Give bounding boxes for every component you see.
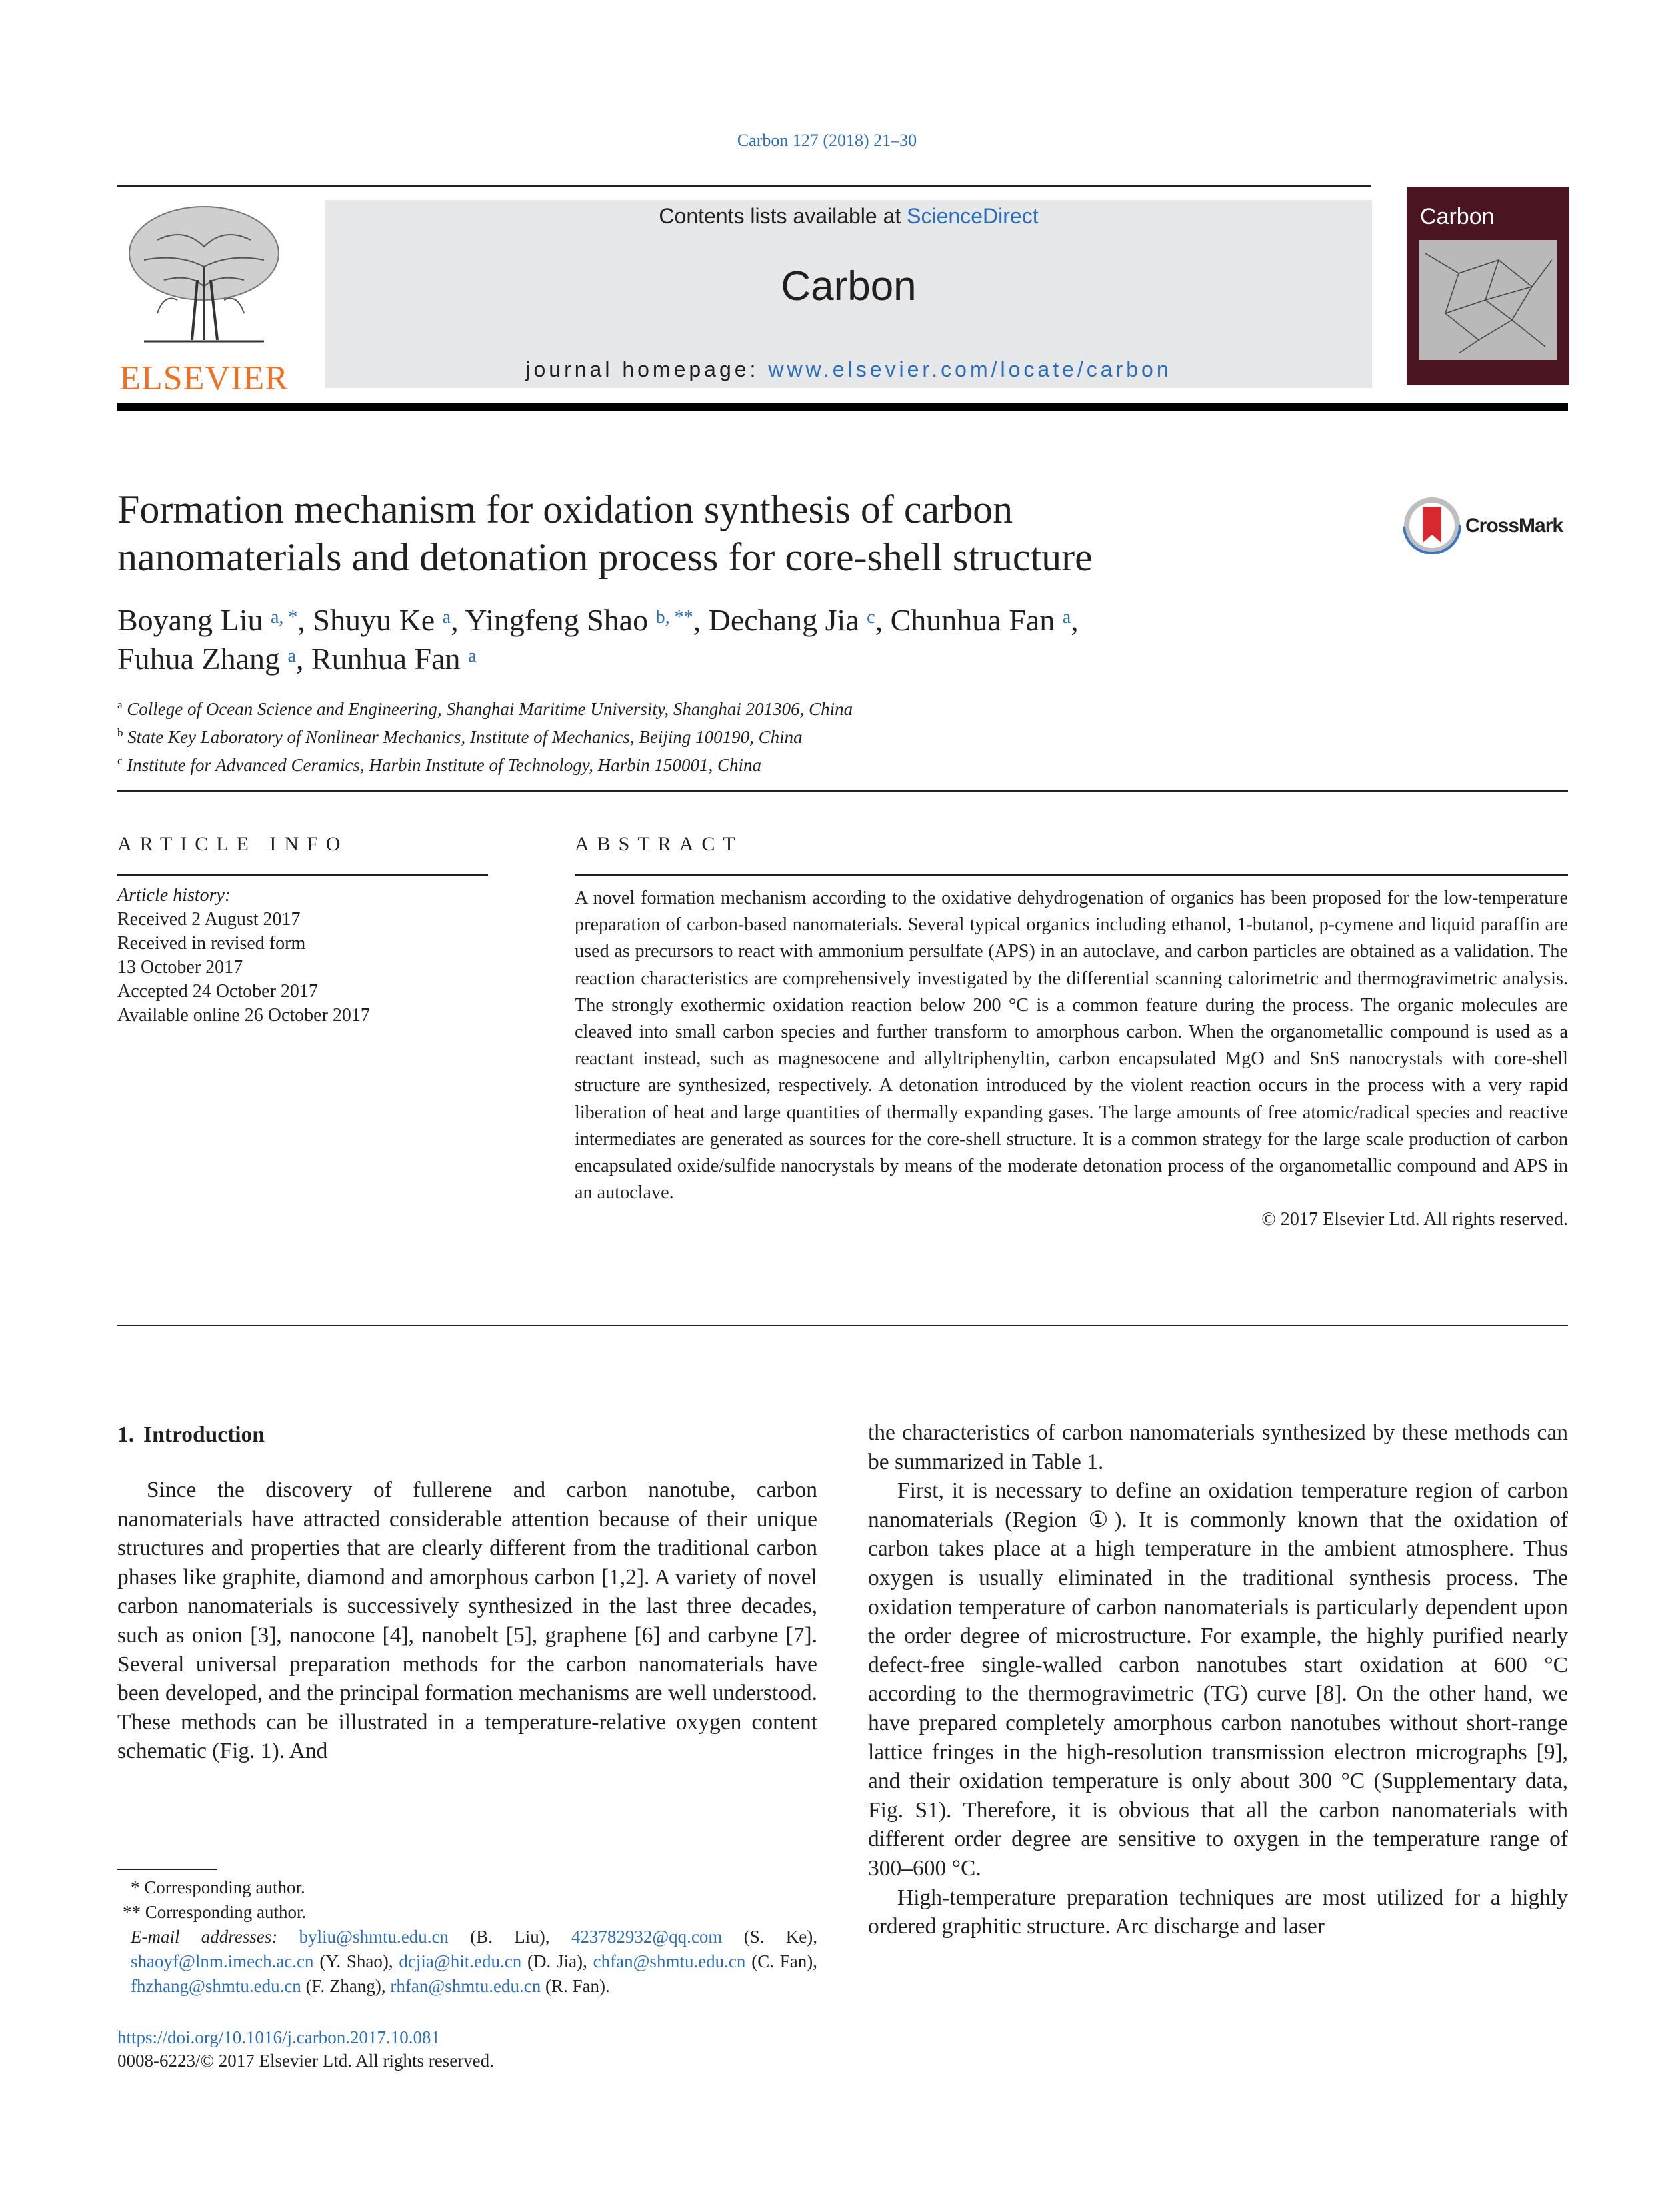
journal-homepage	[325, 357, 1372, 382]
homepage-link[interactable]: www.elsevier.com/locate/carbon	[768, 357, 1172, 381]
elsevier-wordmark: ELSEVIER	[119, 359, 289, 397]
history-line: Received in revised form	[117, 933, 306, 954]
column-right	[868, 1418, 1568, 1941]
author-name[interactable]: Yingfeng Shao	[465, 603, 649, 637]
divider-abstract	[117, 1325, 1568, 1326]
intro-paragraph-2: the characteristics of carbon nanomaterials synthesized by these methods can be summarized in Table 1.	[868, 1420, 1568, 1474]
journal-name: Carbon	[781, 263, 917, 309]
author-list	[117, 601, 1384, 678]
author-affil-sup[interactable]: a	[1062, 607, 1071, 628]
footnote-corresponding-1: * Corresponding author.	[131, 1877, 305, 1897]
sciencedirect-link[interactable]: ScienceDirect	[907, 204, 1039, 228]
footnotes	[117, 1875, 817, 1999]
author-affil-sup[interactable]: a	[468, 646, 477, 666]
email-link[interactable]: dcjia@hit.edu.cn	[399, 1951, 522, 1971]
history-label: Article history:	[117, 885, 231, 906]
header-rule-top	[117, 185, 1371, 187]
author-line-2: Fuhua Zhang $^a$, Runhua Fan $^a$	[117, 642, 477, 676]
title-line-2: nanomaterials and detonation process for core-shell structure	[117, 535, 1093, 579]
crossmark-label: CrossMark	[1465, 515, 1563, 537]
email-link[interactable]: rhfan@shmtu.edu.cn	[390, 1976, 541, 1996]
intro-paragraph-3: First, it is necessary to define an oxidation temperature region of carbon nanomaterials (Region ①). It is commonly known that the oxidation of carbon takes place at a high temperature in the ambient atmosphere. Thus oxygen is usually eliminated in the traditional synthesis process. The oxidation temperature of carbon nanomaterials is particularly dependent upon the order degree of microstructure. For example, the highly purified nearly defect-free single-walled carbon nanotubes start oxidation at 600 °C according to the thermogravimetric (TG) curve [8]. On the other hand, we have prepared completely amorphous carbon nanotubes without short-range lattice fringes in the high-resolution transmission electron micrographs [9], and their oxidation temperature is only about 300 °C (Supplementary data, Fig. S1). Therefore, it is obvious that all the carbon nanomaterials with different order degree are sensitive to oxygen in the temperature range of 300–600 °C.	[868, 1478, 1568, 1881]
author-line-1: Boyang Liu $^{a, *}$, Shuyu Ke $^a$, Yingfeng Shao $^{b, **}$, Dechang Jia $^c$, Chunhua Fan $^a$,	[117, 603, 1079, 637]
crossmark-badge[interactable]	[1401, 495, 1575, 557]
intro-paragraph-4: High-temperature preparation techniques are most utilized for a highly ordered graphitic structure. Arc discharge and laser	[868, 1885, 1568, 1939]
journal-cover-thumbnail[interactable]	[1407, 187, 1569, 385]
article-title	[117, 485, 1317, 581]
contents-prefix: Contents lists available at	[659, 204, 907, 228]
journal-citation	[0, 131, 1654, 151]
homepage-prefix: journal homepage:	[525, 357, 769, 381]
author-name[interactable]: Chunhua Fan	[890, 603, 1055, 637]
author-name[interactable]: Boyang Liu	[117, 603, 263, 637]
author-affil-sup[interactable]: a	[442, 607, 451, 628]
history-line: Received 2 August 2017	[117, 909, 301, 930]
author-name[interactable]: Dechang Jia	[708, 603, 859, 637]
title-line-1: Formation mechanism for oxidation synthesis of carbon	[117, 487, 1013, 531]
history-line: Available online 26 October 2017	[117, 1005, 370, 1026]
author-name[interactable]: Shuyu Ke	[313, 603, 435, 637]
email-link[interactable]: fhzhang@shmtu.edu.cn	[131, 1976, 301, 1996]
abstract-copyright: © 2017 Elsevier Ltd. All rights reserved.	[1261, 1209, 1568, 1230]
article-info-heading: ARTICLE INFO	[117, 833, 349, 855]
cover-network-icon	[1419, 240, 1557, 360]
elsevier-tree-icon	[117, 200, 291, 353]
divider-affiliations	[117, 790, 1568, 792]
contents-line	[325, 204, 1372, 229]
abstract-body	[575, 885, 1568, 1234]
abstract-text: A novel formation mechanism according to the oxidative dehydrogenation of organics has been proposed for the low-temperature preparation of carbon-based nanomaterials. Several typical organics including ethanol, 1-butanol, p-cymene and liquid paraffin are used as precursors to react with ammonium persulfate (APS) in an autoclave, and carbon particles are obtained as a validation. The reaction characteristics are comprehensively investigated by the differential scanning calorimetric and thermogravimetric analysis. The strongly exothermic oxidation reaction below 200 °C is a common feature during the process. The organic molecules are cleaved into small carbon species and further transform to amorphous carbon. When the organometallic compound is used as a reactant instead, such as magnesocene and allyltriphenyltin, carbon encapsulated MgO and SnS nanocrystals with core-shell structure are synthesized, respectively. A detonation introduced by the violent reaction occurs in the process with a very rapid liberation of heat and large quantities of thermally expanding gases. The large amounts of free atomic/radical species and reactive intermediates are generated as sources for the core-shell structure. It is a common strategy for the large scale production of carbon encapsulated oxide/sulfide nanocrystals by means of the moderate detonation process of the organometallic compound and APS in an autoclave.	[575, 888, 1568, 1204]
author-affil-sup[interactable]: c	[867, 607, 875, 628]
author-name[interactable]: Fuhua Zhang	[117, 642, 281, 676]
footnote-rule	[117, 1869, 217, 1870]
author-affil-sup[interactable]: a	[287, 646, 296, 666]
article-history	[117, 884, 491, 1028]
doi-link[interactable]: https://doi.org/10.1016/j.carbon.2017.10.081	[117, 2027, 440, 2047]
citation-link[interactable]: Carbon 127 (2018) 21–30	[737, 131, 917, 150]
crossmark-icon	[1401, 495, 1463, 556]
issn-copyright: 0008-6223/© 2017 Elsevier Ltd. All rights reserved.	[117, 2051, 494, 2071]
column-left	[117, 1476, 817, 1766]
header-rule-thick	[117, 403, 1568, 411]
affiliation-item: $^a$ College of Ocean Science and Engineering, Shanghai Maritime University, Shanghai 201306, China	[117, 698, 853, 719]
footnote-emails: E-mail addresses: byliu@shmtu.edu.cn (B. Liu), 423782932@qq.com (S. Ke), shaoyf@lnm.imech.ac.cn (Y. Shao), dcjia@hit.edu.cn (D. Jia), chfan@shmtu.edu.cn (C. Fan), fhzhang@shmtu.edu.cn (F. Zhang), rhfan@shmtu.edu.cn (R. Fan).	[131, 1927, 818, 1996]
history-line: 13 October 2017	[117, 957, 243, 978]
email-link[interactable]: byliu@shmtu.edu.cn	[299, 1927, 449, 1947]
author-affil-sup[interactable]: b, **	[655, 607, 693, 628]
email-link[interactable]: chfan@shmtu.edu.cn	[593, 1951, 746, 1971]
email-label: E-mail addresses:	[131, 1927, 278, 1947]
affiliations	[117, 693, 1251, 777]
author-affil-sup[interactable]: a, *	[270, 607, 298, 628]
author-name[interactable]: Runhua Fan	[311, 642, 461, 676]
affiliation-item: $^c$ Institute for Advanced Ceramics, Harbin Institute of Technology, Harbin 150001, China	[117, 754, 762, 775]
doi-block	[117, 2026, 494, 2073]
cover-image	[1419, 240, 1557, 360]
intro-paragraph-1: Since the discovery of fullerene and carbon nanotube, carbon nanomaterials have attracted considerable attention because of their unique structures and properties that are clearly different from the traditional carbon phases like graphite, diamond and amorphous carbon [1,2]. A variety of novel carbon nanomaterials is successively synthesized in the last three decades, such as onion [3], nanocone [4], nanobelt [5], graphene [6] and carbyne [7]. Several universal preparation methods for the carbon nanomaterials have been developed, and the principal formation mechanisms are well understood. These methods can be illustrated in a temperature-relative oxygen content schematic (Fig. 1). And	[117, 1478, 817, 1764]
abstract-rule	[575, 874, 1568, 876]
abstract-heading: ABSTRACT	[575, 833, 743, 855]
section-heading-introduction: 1. Introduction	[117, 1422, 265, 1447]
email-link[interactable]: shaoyf@lnm.imech.ac.cn	[131, 1951, 314, 1971]
affiliation-item: $^b$ State Key Laboratory of Nonlinear Mechanics, Institute of Mechanics, Beijing 100190, China	[117, 726, 803, 747]
article-info-rule	[117, 874, 488, 876]
history-line: Accepted 24 October 2017	[117, 981, 318, 1002]
cover-title: Carbon	[1420, 204, 1495, 229]
email-link[interactable]: 423782932@qq.com	[571, 1927, 723, 1947]
footnote-corresponding-2: ** Corresponding author.	[123, 1902, 307, 1922]
